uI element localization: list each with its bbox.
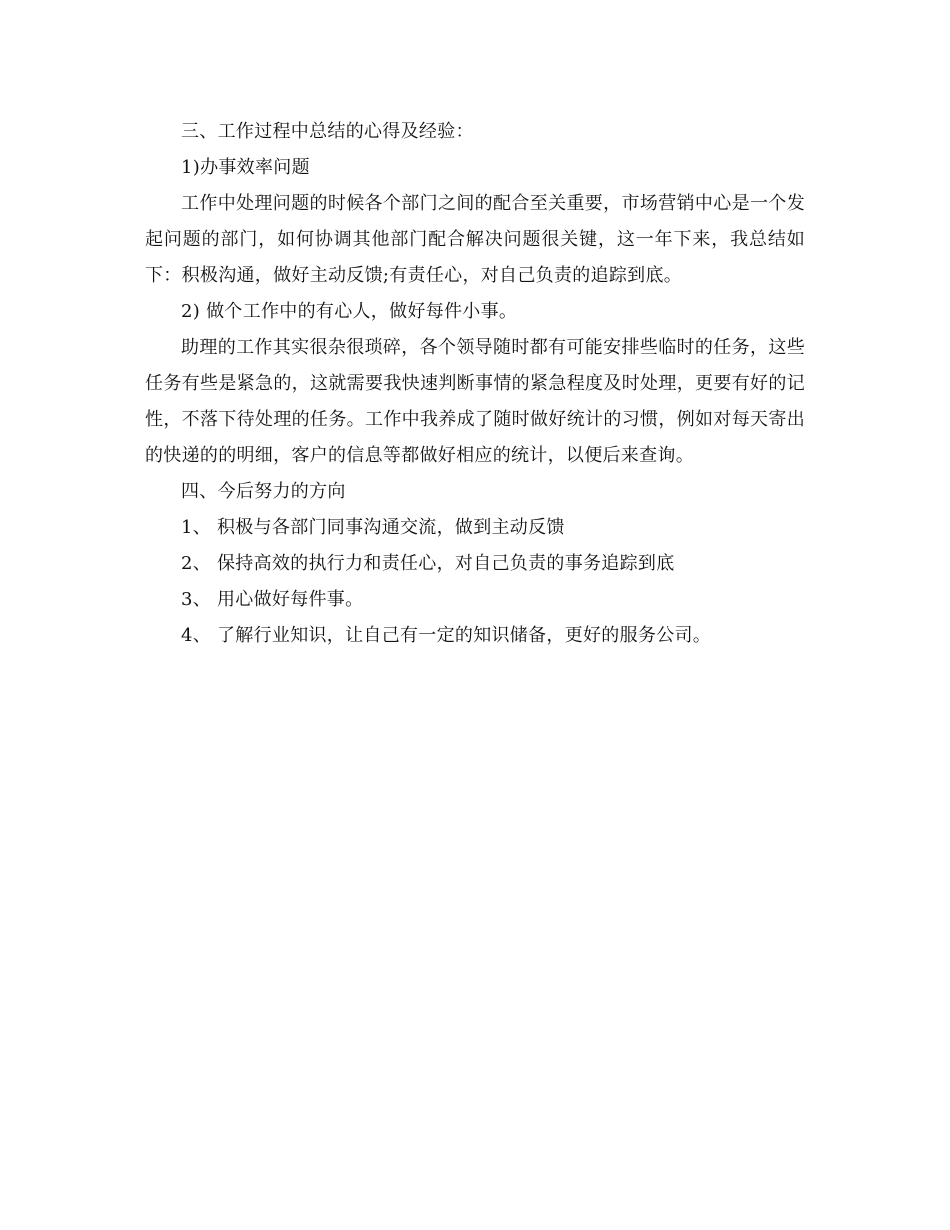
section-heading-experience: 三、工作过程中总结的心得及经验： [181,121,474,142]
list-item [145,618,805,654]
list-item-text: 用心做好每件事。 [217,589,364,610]
point-2-paragraph: 助理的工作其实很杂很琐碎，各个领导随时都有可能安排些临时的任务，这些任务有些是紧急的，这就需要我快速判断事情的紧急程度及时处理，更要有好的记性，不落下待处理的任务。工作中我养成了随时做好统计的习惯，例如对每天寄出的快递的的明细，客户的信息等都做好相应的统计，以便后来查询。 [145,337,805,466]
point-2-heading: 2) 做个工作中的有心人，做好每件小事。 [181,301,518,322]
list-item-number: 4、 [181,625,212,646]
list-item-text: 保持高效的执行力和责任心，对自己负责的事务追踪到底 [217,553,675,574]
document-body [145,114,805,654]
section-heading-future-direction: 四、今后努力的方向 [181,481,346,502]
list-item-text: 积极与各部门同事沟通交流，做到主动反馈 [217,517,565,538]
list-item [145,546,805,582]
point-1-paragraph: 工作中处理问题的时候各个部门之间的配合至关重要，市场营销中心是一个发起问题的部门，如何协调其他部门配合解决问题很关键，这一年下来，我总结如下：积极沟通，做好主动反馈;有责任心，对自己负责的追踪到底。 [145,193,805,286]
list-item-number: 3、 [181,589,212,610]
list-item [145,510,805,546]
point-1-heading: 1)办事效率问题 [181,157,310,178]
list-item-number: 2、 [181,553,212,574]
list-item-text: 了解行业知识，让自己有一定的知识储备，更好的服务公司。 [217,625,712,646]
list-item [145,582,805,618]
list-item-number: 1、 [181,517,212,538]
